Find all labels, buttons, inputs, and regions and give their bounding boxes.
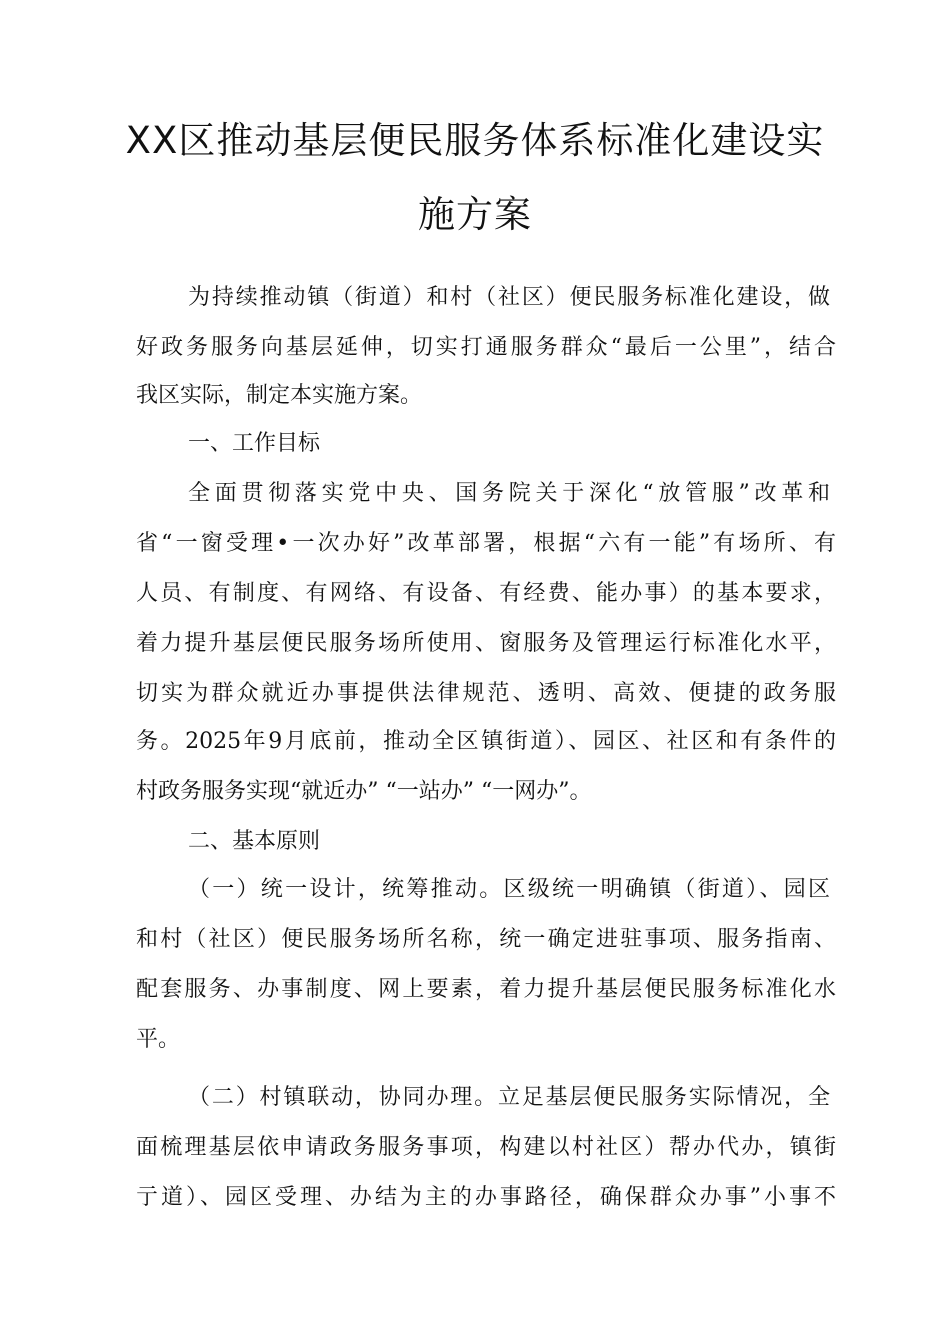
intro-line-1: 为持续推动镇（街道）和村（社区）便民服务标准化建设，做 — [188, 285, 830, 310]
section-heading-principles: 二、基本原则 — [188, 829, 321, 854]
principle-2-line-2: 面梳理基层依申请政务服务事项，构建以村社区）帮办代办，镇街 — [136, 1135, 836, 1160]
principle-1-line-4: 平。 — [136, 1027, 181, 1052]
principle-2-line-1: （二）村镇联动，协同办理。立足基层便民服务实际情况，全 — [188, 1085, 830, 1110]
goals-line-6: 务。2025年9月底前，推动全区镇街道）、园区、社区和有条件的 — [136, 729, 836, 754]
goals-line-5: 切实为群众就近办事提供法律规范、透明、高效、便捷的政务服 — [136, 681, 836, 706]
document-title-line-2: 施方案 — [418, 193, 532, 236]
goals-line-4: 着力提升基层便民服务场所使用、窗服务及管理运行标准化水平， — [136, 631, 836, 656]
section-heading-goals: 一、工作目标 — [188, 431, 321, 456]
principle-1-line-1: （一）统一设计，统筹推动。区级统一明确镇（街道）、园区 — [188, 877, 830, 902]
intro-line-2: 好政务服务向基层延伸，切实打通服务群众“最后一公里”，结合 — [136, 335, 836, 360]
principle-2-line-3: 亍道）、园区受理、办结为主的办事路径，确保群众办事”小事不 — [136, 1185, 836, 1210]
intro-line-3: 我区实际，制定本实施方案。 — [136, 383, 423, 408]
goals-line-2: 省“一窗受理•一次办好”改革部署，根据“六有一能”有场所、有 — [136, 531, 836, 556]
document-title-line-1: XX区推动基层便民服务体系标准化建设实 — [125, 119, 825, 162]
goals-line-3: 人员、有制度、有网络、有设备、有经费、能办事）的基本要求， — [136, 581, 836, 606]
principle-1-line-2: 和村（社区）便民服务场所名称，统一确定进驻事项、服务指南、 — [136, 927, 836, 952]
principle-1-line-3: 配套服务、办事制度、网上要素，着力提升基层便民服务标准化水 — [136, 977, 836, 1002]
goals-line-7: 村政务服务实现“就近办” “一站办” “一网办”。 — [136, 779, 592, 804]
goals-line-1: 全面贯彻落实党中央、国务院关于深化“放管服”改革和 — [188, 481, 830, 506]
